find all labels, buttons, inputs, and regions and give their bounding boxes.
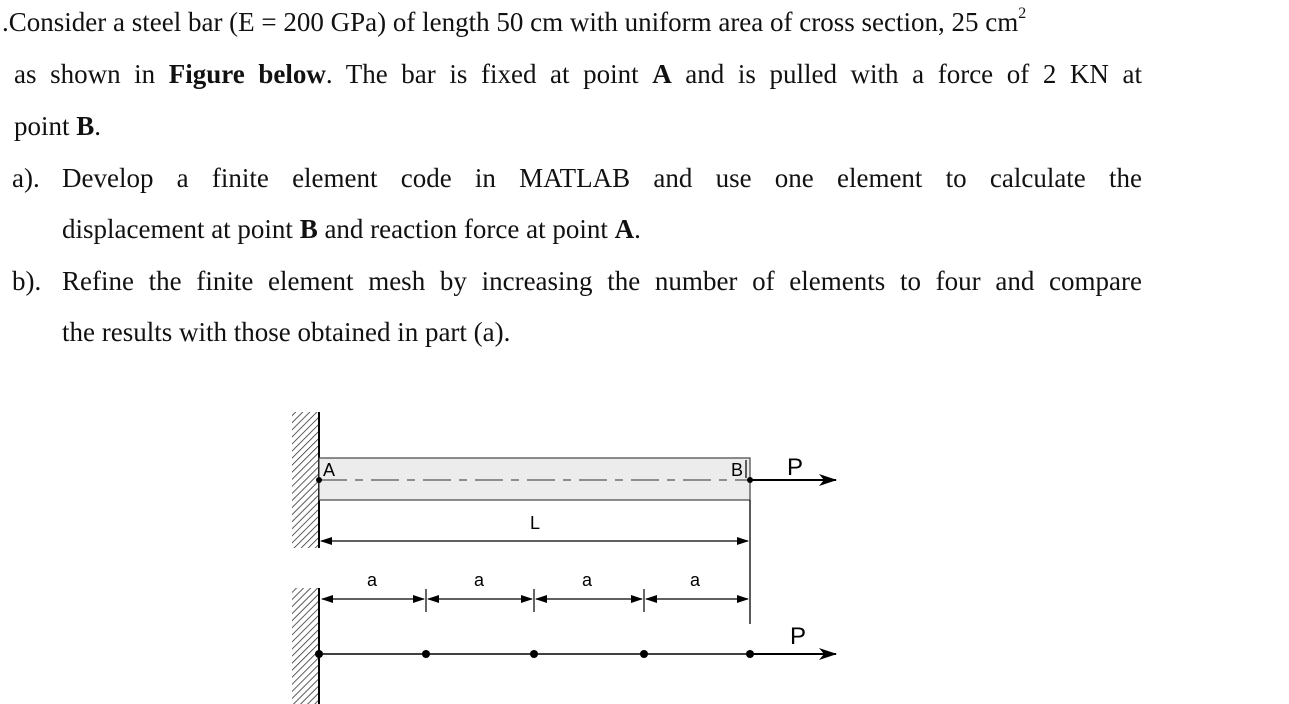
intro-text-1: Consider a steel bar (E = 200 GPa) of length 50 cm with uniform area of cross section, 25 cm <box>8 7 1019 37</box>
segment-label-4: a <box>690 570 701 590</box>
point-b-ref-2: B <box>299 214 318 244</box>
wall-top-hatch <box>292 412 318 548</box>
node-a-dot <box>316 477 322 483</box>
point-a-label: A <box>323 460 336 480</box>
intro-text-2a: as shown in <box>14 59 169 89</box>
part-a-line-1: Develop a finite element code in MATLAB and use one element to calculate the <box>62 163 1142 193</box>
lead-mark: . <box>2 7 9 37</box>
steel-bar <box>319 458 750 500</box>
mesh-node-1 <box>315 650 323 658</box>
mesh-node-2 <box>422 650 430 658</box>
part-a-text-2a: displacement at point <box>62 214 300 244</box>
segment-dimensions <box>322 570 748 612</box>
mesh-node-4 <box>640 650 648 658</box>
part-b-line-1: Refine the finite element mesh by increasing the number of elements to four and compare <box>62 266 1142 296</box>
segment-label-3: a <box>582 570 593 590</box>
point-a-ref-2: A <box>614 214 635 244</box>
segment-label-1: a <box>367 570 378 590</box>
intro-text-2b: . The bar is fixed at point <box>325 59 653 89</box>
point-b-label: B <box>731 460 744 480</box>
intro-text-3b: . <box>94 111 102 141</box>
part-a-label: a). <box>12 163 40 193</box>
part-b-line-2: the results with those obtained in part (a). <box>62 317 511 347</box>
intro-text-2c: and is pulled with a force of 2 KN at <box>671 59 1143 89</box>
intro-text-3a: point <box>14 111 77 141</box>
figure-ref: Figure below <box>168 59 326 89</box>
point-b-ref: B <box>76 111 95 141</box>
part-b-label: b). <box>12 266 42 296</box>
force-label-top: P <box>787 454 804 481</box>
superscript-2: 2 <box>1018 5 1027 22</box>
part-a-text-2c: . <box>634 214 641 244</box>
mesh-node-3 <box>530 650 538 658</box>
length-label: L <box>530 513 541 533</box>
point-a-ref: A <box>652 59 672 89</box>
force-label-bottom: P <box>790 623 807 650</box>
part-a-text-2b: and reaction force at point <box>317 214 615 244</box>
wall-bottom-hatch <box>292 588 318 704</box>
segment-label-2: a <box>474 570 485 590</box>
